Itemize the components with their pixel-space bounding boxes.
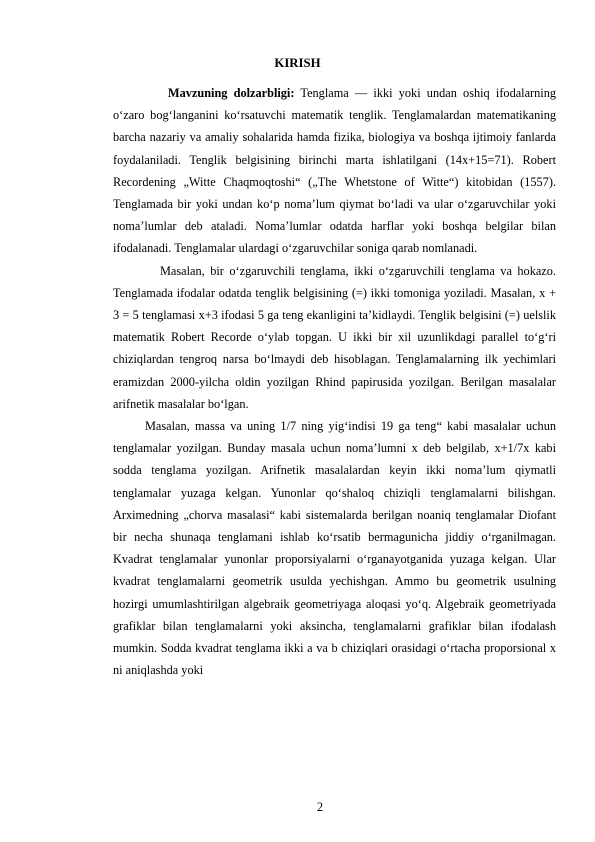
paragraph-3-text: Masalan, massa va uning 1/7 ning yig‘indisi 19 ga teng“ kabi masalalar uchun tenglamalar yozilgan. Bunday masala uchun noma’lumni x deb belgilab, x+1/7x kabi sodda tenglama yozilgan. Arifnetik masalalardan keyin ikki noma’lum qiymatli tenglamalar yuzaga kelgan. Yunonlar qo‘shaloq chiziqli tenglamalarni bilishgan. Arximedning „chorva masalasi“ kabi sistemalarda berilgan noaniq tenglamalar Diofant bir necha shunaqa tenglamani ishlab ko‘rsatib bermagunicha jiddiy o‘rganilmagan. Kvadrat tenglamalar yunonlar proporsiyalarni o‘rganayotganida yuzaga kelgan. Ular kvadrat tenglamalarni geometrik usulda yechishgan. Ammo bu geometrik usulning hozirgi umumlashtirilgan algebraik geometriyaga aloqasi yo‘q. Algebraik geometriyada grafiklar bilan tenglamalarni yoki aksincha, tenglamalarni grafiklar bilan ifodalash mumkin. Sodda kvadrat tenglama ikki a va b chiziqlari orasidagi o‘rtacha proporsional x ni aniqlashda yoki: [113, 419, 556, 678]
paragraph-2-text: Masalan, bir o‘zgaruvchili tenglama, ikki o‘zgaruvchili tenglama va hokazo. Tenglamada ifodalar odatda tenglik belgisining (=) ikki tomoniga yoziladi. Masalan, x + 3 = 5 tenglamasi x+3 ifodasi 5 ga teng ekanligini ta’kidlaydi. Tenglik belgisini (=) uelslik matematik Robert Recorde o‘ylab topgan. U ikki bir xil uzunlikdagi parallel to‘g‘ri chiziqlardan tengroq narsa bo‘lmaydi deb hisoblagan. Tenglamalarning ilk yechimlari eramizdan 2000-yilcha oldin yozilgan Rhind papirusida yozilgan. Berilgan masalalar arifnetik masalalar bo‘lgan.: [113, 263, 556, 411]
body-text: [113, 82, 556, 681]
paragraph-1-lead: Mavzuning dolzarbligi:: [168, 86, 295, 100]
page-number: 2: [316, 800, 324, 814]
paragraph-1: [113, 82, 556, 260]
page-title: KIRISH: [274, 56, 321, 70]
paragraph-2: [113, 260, 556, 415]
paragraph-3: [113, 415, 556, 681]
paragraph-1-text: Tenglama — ikki yoki undan oshiq ifodalarning o‘zaro bog‘langanini ko‘rsatuvchi matematik tenglik. Tenglamalardan matematikaning barcha nazariy va amaliy sohalarida hamda fizika, biologiya va boshqa ijtimoiy fanlarda foydalaniladi. Tenglik belgisining birinchi marta ishlatilgani (14x+15=71). Robert Recordening „Witte Chaqmoqtoshi“ („The Whetstone of Witte“) kitobidan (1557). Tenglamada bir yoki undan ko‘p noma’lum qiymat bo‘ladi va ular o‘zgaruvchilar yoki noma’lumlar deb ataladi. Noma’lumlar odatda harflar yoki boshqa belgilar bilan ifodalanadi. Tenglamalar ulardagi o‘zgaruvchilar soniga qarab nomlanadi.: [113, 86, 557, 256]
